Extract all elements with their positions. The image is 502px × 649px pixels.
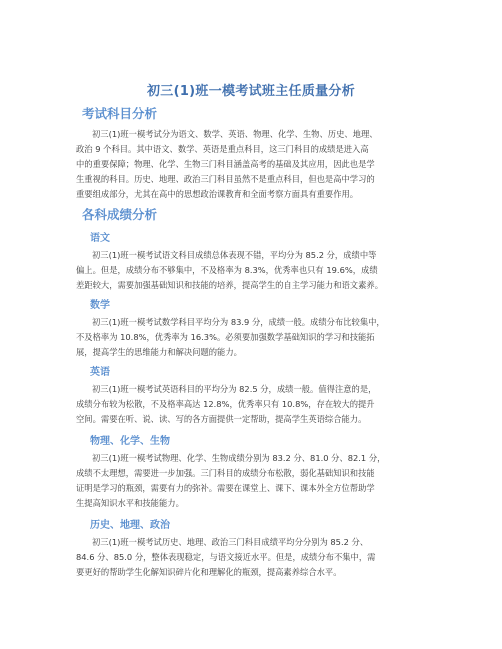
paragraph-line: 成绩分布较为松散，不及格率高达 12.8%，优秀率只有 10.8%，存在较大的提升 bbox=[76, 399, 375, 409]
paragraph-line: 政治 9 个科目。其中语文、数学、英语是重点科目，这三门科目的成绩是进入高 bbox=[76, 144, 369, 154]
paragraph-humanities bbox=[76, 535, 438, 580]
paragraph-line: 空间。需要在听、说、读、写的各方面提供一定帮助，提高学生英语综合能力。 bbox=[76, 414, 367, 424]
heading-humanities: 历史、地理、政治 bbox=[90, 520, 170, 531]
heading-exam-subjects: 考试科目分析 bbox=[82, 106, 158, 121]
document-title: 初三(1)班一模考试班主任质量分析 bbox=[146, 84, 356, 99]
paragraph-line: 生重视的科目。历史、地理、政治三门科目虽然不是重点科目，但也是高中学习的 bbox=[76, 174, 375, 184]
paragraph-line: 初三(1)班一模考试英语科目的平均分为 82.5 分，成绩一般。值得注意的是， bbox=[92, 384, 377, 394]
paragraph-line: 成绩不太理想，需要进一步加强。三门科目的成绩分布松散，弱化基础知识和技能 bbox=[76, 468, 375, 478]
heading-chinese: 语文 bbox=[90, 233, 110, 244]
paragraph-line: 初三(1)班一模考试语文科目成绩总体表现不错，平均分为 85.2 分，成绩中等 bbox=[92, 250, 377, 260]
paragraph-line: 要更好的帮助学生化解知识碎片化和理解化的瓶颈，提高素养综合水平。 bbox=[76, 567, 342, 577]
paragraph-line: 初三(1)班一模考试物理、化学、生物成绩分别为 83.2 分、81.0 分、82.1 分， bbox=[92, 453, 386, 463]
paragraph-line: 84.6 分、85.0 分，整体表现稳定，与语文接近水平。但是，成绩分布不集中，需 bbox=[76, 552, 376, 562]
paragraph-science bbox=[76, 451, 438, 511]
paragraph-line: 差距较大，需要加强基础知识和技能的培养，提高学生的自主学习能力和语文素养。 bbox=[76, 280, 383, 290]
heading-science: 物理、化学、生物 bbox=[90, 436, 170, 447]
paragraph-line: 展，提高学生的思维能力和解决问题的能力。 bbox=[76, 347, 242, 357]
paragraph-line: 中的重要保障；物理、化学、生物三门科目涵盖高考的基础及其应用，因此也是学 bbox=[76, 159, 375, 169]
heading-subject-analysis: 各科成绩分析 bbox=[82, 207, 158, 222]
heading-math: 数学 bbox=[90, 300, 110, 311]
paragraph-line: 初三(1)班一模考试数学科目平均分为 83.9 分，成绩一般。成绩分布比较集中， bbox=[92, 317, 385, 327]
paragraph-line: 初三(1)班一模考试历史、地理、政治三门科目成绩平均分分别为 85.2 分、 bbox=[92, 537, 369, 547]
paragraph-line: 不及格率为 10.8%，优秀率为 16.3%。必须要加强数学基础知识的学习和技能拓 bbox=[76, 332, 375, 342]
paragraph-line: 证明是学习的瓶颈，需要有力的弥补。需要在课堂上、课下、课本外全方位帮助学 bbox=[76, 483, 375, 493]
paragraph-chinese bbox=[76, 248, 438, 293]
heading-english: 英语 bbox=[90, 367, 110, 378]
paragraph-math bbox=[76, 315, 438, 360]
paragraph-line: 初三(1)班一模考试分为语文、数学、英语、物理、化学、生物、历史、地理、 bbox=[92, 129, 378, 139]
paragraph-line: 生提高知识水平和技能能力。 bbox=[76, 498, 184, 508]
paragraph-line: 重要组成部分，尤其在高中的思想政治课教育和全面考察方面具有重要作用。 bbox=[76, 189, 359, 199]
paragraph-exam-subjects bbox=[76, 127, 438, 202]
paragraph-english bbox=[76, 382, 438, 427]
paragraph-line: 偏上。但是，成绩分布不够集中，不及格率为 8.3%，优秀率也只有 19.6%，成绩 bbox=[76, 265, 378, 275]
